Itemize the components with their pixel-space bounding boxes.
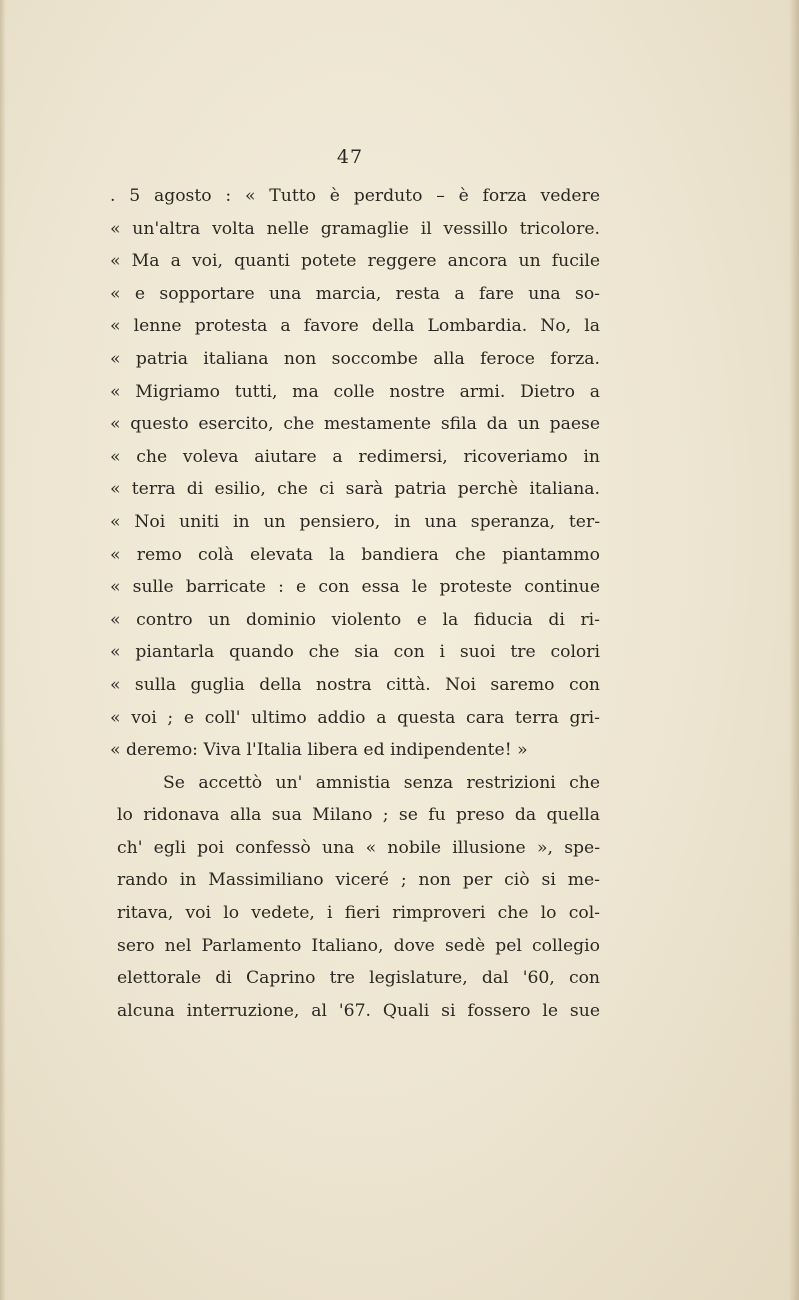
quote-line: « voi ; e coll' ultimo addio a questa cara terra gri- [110,707,600,728]
paragraph-line: rando in Massimiliano viceré ; non per ciò si me- [117,870,600,891]
quote-line: « sulla guglia della nostra città. Noi saremo con [110,674,600,695]
quotation [110,180,600,767]
quote-line: « remo colà elevata la bandiera che piantammo [110,544,600,565]
paragraph-line: alcuna interruzione, al '67. Quali si fossero le sue [117,1000,600,1021]
quote-line: « Ma a voi, quanti potete reggere ancora un fucile [110,251,600,272]
paragraph-line: sero nel Parlamento Italiano, dove sedè pel collegio [117,935,600,956]
quote-line: « questo esercito, che mestamente sfila da un paese [110,414,600,435]
paragraph-line: elettorale di Caprino tre legislature, dal '60, con [117,968,600,989]
quote-line: « piantarla quando che sia con i suoi tre colori [110,642,600,663]
quote-line: « terra di esilio, che ci sarà patria perchè italiana. [110,479,600,500]
paragraph-line: ch' egli poi confessò una « nobile illusione », spe- [117,837,600,858]
quote-line: « contro un dominio violento e la fiducia di ri- [110,609,600,630]
quote-line: « Migriamo tutti, ma colle nostre armi. Dietro a [110,381,600,402]
page-number: 47 [336,146,364,168]
quote-line: « e sopportare una marcia, resta a fare una so- [110,283,600,304]
quote-line: « patria italiana non soccombe alla feroce forza. [110,348,600,369]
quote-line: . 5 agosto : « Tutto è perduto – è forza vedere [110,186,600,206]
body-paragraph [110,767,600,1028]
paragraph-line: ritava, voi lo vedete, i fieri rimproveri che lo col- [117,903,600,924]
quote-line: « sulle barricate : e con essa le proteste continue [110,577,600,598]
quote-line: « Noi uniti in un pensiero, in una speranza, ter- [110,511,600,532]
paragraph-line: Se accettò un' amnistia senza restrizioni che [163,772,600,793]
quote-line: « lenne protesta a favore della Lombardia. No, la [110,316,600,337]
paragraph-line: lo ridonava alla sua Milano ; se fu preso da quella [117,805,600,826]
quote-line: « deremo: Viva l'Italia libera ed indipendente! » [110,740,528,761]
page-text [110,180,600,1027]
quote-line: « che voleva aiutare a redimersi, ricoveriamo in [110,446,600,467]
quote-line: « un'altra volta nelle gramaglie il vessillo tricolore. [110,218,600,239]
